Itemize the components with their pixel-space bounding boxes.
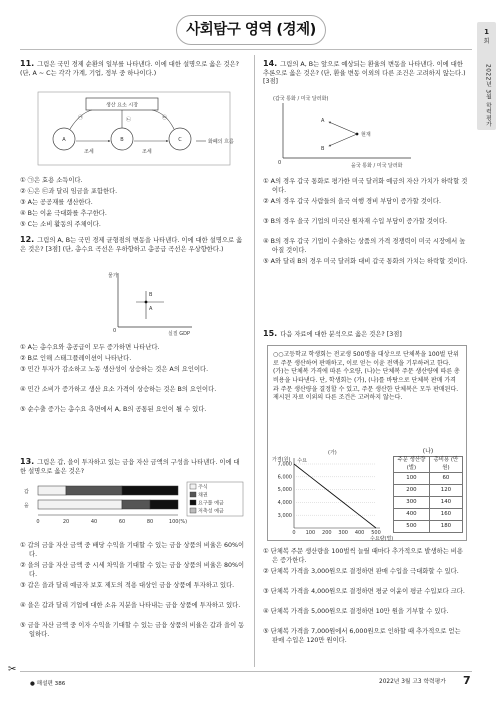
q15-box-text: ○○고등학교 학생회는 전교생 500명을 대상으로 단체복을 100벌 단위로 주문 생산하여 판매하고, 이로 얻는 이윤 전액을 기부하려고 한다. (가)는 단체복 가격에 따른 수요량, (나)는 단체복 주문 생산량에 따른 총비용을 나타낸다. 단, 학생회는 (가), (나)를 바탕으로 단체복 판매 가격과 주문 생산량을 결정할 수 있고, 주문 생산한 단체복은 모두 판매된다. 제시된 자료 이외의 다른 조건은 고려하지 않는다. (273, 351, 460, 402)
q12-origin: 0 (113, 328, 117, 334)
table-row (394, 497, 463, 509)
q13-legend-label: 요구불 예금 (198, 500, 224, 507)
table-row (394, 485, 463, 497)
q12-option-1[interactable]: ① A는 총수요와 총공급이 모두 증가하면 나타난다. (20, 344, 160, 351)
table-cell: 180 (429, 521, 462, 533)
footer-left-text: ● 해설편 386 (30, 681, 66, 687)
q12-option-2[interactable]: ② B로 인해 스태그플레이션이 나타난다. (20, 355, 132, 362)
q12-option-5[interactable]: ⑤ 순수출 증가는 총수요 측면에서 A, B의 공통된 요인이 될 수 있다. (20, 406, 207, 413)
table-cell: 300 (394, 497, 430, 509)
svg-text:㉡: ㉡ (126, 117, 132, 123)
q13-option-3[interactable]: ③ 갑은 을과 달리 예금자 보호 제도의 적용 대상인 금융 상품에 투자하고 있다. (20, 582, 235, 589)
q15-chart-xlabel: 수요량(벌) (370, 536, 394, 542)
side-tab-exam: 2022년 3월 학력평가 (484, 63, 491, 128)
q11-option-2[interactable]: ② ㉡은 ㉢과 달리 임금을 포함한다. (20, 188, 118, 195)
q14-option-5[interactable]: ⑤ A와 달리 B의 경우 미국 달러화 대비 갑국 통화의 가치는 하락할 것이다. (263, 258, 468, 265)
q15-y-tick: 4,000 (277, 500, 292, 506)
q13-tick-label: 20 (62, 519, 70, 525)
q11-node-a: A (62, 137, 66, 143)
q12-label-b: B (149, 292, 153, 298)
q15-table-label: (나) (422, 448, 434, 455)
q11-tax-label-1: 조세 (84, 149, 94, 155)
q12-number: 12. (20, 235, 35, 244)
q14-stem (263, 58, 468, 87)
q14-ylabel: (갑국 통화 / 미국 달러화) (273, 96, 329, 102)
q15-option-3[interactable]: ③ 단체복 가격을 4,000원으로 결정하면 평균 이윤이 평균 수입보다 크다. (263, 588, 465, 595)
q13-bar-segment (122, 486, 178, 495)
q13-option-4[interactable]: ④ 을은 갑과 달리 기업에 대한 소유 지분을 나타내는 금융 상품에 투자하고 있다. (20, 602, 241, 609)
q11-circular-flow-diagram (34, 91, 234, 167)
footer-rule (20, 671, 472, 672)
question-13 (20, 456, 245, 638)
table-row (394, 473, 463, 485)
q14-number: 14. (263, 59, 278, 68)
q12-stem (20, 234, 245, 254)
q14-xlabel: 을국 통화 / 미국 달러화 (351, 163, 403, 169)
q14-origin: 0 (278, 160, 282, 166)
q14-current-label: 현재 (361, 132, 371, 138)
q12-ylabel: 물가 (108, 273, 118, 279)
q13-legend-swatch (190, 492, 196, 497)
q14-label-b: B (321, 146, 325, 152)
q12-option-4[interactable]: ④ 민간 소비가 증가하고 생산 요소 가격이 상승하는 것은 B의 요인이다. (20, 386, 217, 393)
q13-tick-label: 100(%) (168, 519, 188, 525)
q15-option-4[interactable]: ④ 단체복 가격을 5,000원으로 결정하면 10만 원을 기부할 수 있다. (263, 608, 449, 615)
scissors-icon: ✂ (8, 664, 17, 675)
q11-node-b: B (120, 137, 124, 143)
q13-option-5[interactable]: ⑤ 금융 자산 금액 중 이자 수익을 기대할 수 있는 금융 상품의 비율은 갑과 을이 동일하다. (20, 622, 245, 638)
q13-tick-label: 40 (90, 519, 98, 525)
q15-demand-chart (272, 448, 394, 542)
q12-text: 그림의 A, B는 국민 경제 균형점의 변동을 나타낸다. 이에 대한 설명으로 옳은 것은? [3점] (단, 총수요 곡선은 우하향하고 총공급 곡선은 우상향한다.) (20, 237, 243, 253)
q15-x-tick: 300 (338, 530, 348, 536)
table-row (394, 509, 463, 521)
page-number: 7 (463, 674, 471, 687)
q14-option-1[interactable]: ① A의 경우 갑국 통화로 평가한 미국 달러화 예금의 자산 가치가 하락할 것이다. (263, 178, 468, 194)
q15-data-box (267, 345, 467, 541)
question-14 (263, 58, 468, 265)
q12-xlabel: 실질 GDP (168, 331, 190, 337)
page-title: 사회탐구 영역 (경제) (176, 15, 326, 45)
q11-option-4[interactable]: ④ B는 이윤 극대화를 추구한다. (20, 210, 107, 217)
q13-option-2[interactable]: ② 을의 금융 자산 금액 중 시세 차익을 기대할 수 있는 금융 상품의 비율은 80%이다. (20, 562, 245, 578)
q11-number: 11. (20, 59, 35, 68)
q15-option-2[interactable]: ② 단체복 가격을 3,000원으로 결정하면 판매 수입을 극대화할 수 있다. (263, 568, 459, 575)
q14-option-4[interactable]: ④ B의 경우 갑국 기업이 수출하는 상품의 가격 경쟁력이 미국 시장에서 높아질 것이다. (263, 238, 466, 254)
q11-text: 그림은 국민 경제 순환의 일부를 나타낸다. 이에 대한 설명으로 옳은 것은? (단, A ~ C는 각각 가계, 기업, 정부 중 하나이다.) (20, 61, 239, 77)
column-divider (254, 55, 255, 667)
table-cell: 140 (429, 497, 462, 509)
q11-tax-label-2: 조세 (142, 149, 152, 155)
table-header: 주문 생산량(벌) (394, 457, 430, 473)
q11-market-label: 생산 요소 시장 (105, 102, 139, 109)
q15-curve-label: 수요 (297, 458, 307, 464)
q15-y-tick: 5,000 (277, 487, 292, 494)
q15-cost-table-wrap (393, 448, 463, 533)
q12-label-a: A (149, 306, 153, 312)
table-cell: 200 (394, 485, 430, 497)
table-cell: 120 (429, 485, 462, 497)
q13-stacked-bar-chart (20, 482, 245, 536)
q15-demand-line (294, 464, 376, 528)
q13-bar-segment (122, 500, 150, 509)
question-11 (20, 58, 245, 228)
q13-stem (20, 456, 245, 476)
q13-legend-label: 채권 (198, 492, 208, 499)
q15-y-tick: 3,000 (277, 512, 292, 519)
table-row (394, 521, 463, 533)
table-cell: 60 (429, 473, 462, 485)
q12-option-3[interactable]: ③ 민간 투자가 감소하고 노동 생산성이 상승하는 것은 A의 요인이다. (20, 366, 209, 373)
q15-y-tick: 6,000 (277, 474, 292, 481)
q13-tick-label: 80 (146, 519, 154, 525)
q14-text: 그림의 A, B는 앞으로 예상되는 환율의 변동을 나타낸다. 이에 대한 추론으로 옳은 것은? (단, 환율 변동 이외의 다른 조건은 고려하지 않는다.) [3점] (263, 61, 466, 86)
q15-x-tick: 500 (371, 530, 381, 536)
table-header: 총비용 (만 원) (429, 457, 462, 473)
q14-exchange-rate-graph (271, 94, 421, 170)
table-cell: 100 (394, 473, 430, 485)
q13-legend-label: 주식 (198, 484, 208, 491)
q13-bar-segment (150, 500, 178, 509)
q13-row-label: 을 (24, 503, 29, 509)
q12-ad-as-graph (106, 269, 196, 339)
q13-number: 13. (20, 457, 35, 466)
q13-legend-swatch (190, 508, 196, 513)
q15-x-tick: 0 (292, 530, 296, 536)
q13-option-1[interactable]: ① 갑의 금융 자산 금액 중 배당 수익을 기대할 수 있는 금융 상품의 비율은 60%이다. (20, 542, 245, 558)
q11-stem (20, 58, 245, 78)
question-12 (20, 234, 245, 413)
question-15 (263, 328, 468, 644)
q15-text: 다음 자료에 대한 분석으로 옳은 것은? [3점] (280, 331, 402, 338)
q13-text: 그림은 갑, 을이 투자하고 있는 금융 자산 금액의 구성을 나타낸다. 이에 대한 설명으로 옳은 것은? (20, 459, 240, 475)
q14-option-3[interactable]: ③ B의 경우 을국 기업의 미국산 원자재 수입 부담이 증가할 것이다. (263, 218, 448, 225)
q15-chart-ylabel: 가격(원) (272, 457, 291, 463)
q13-row-label: 갑 (24, 489, 29, 495)
q13-bar-segment (38, 486, 66, 495)
q15-number: 15. (263, 329, 278, 338)
q13-tick-label: 60 (118, 519, 126, 525)
q15-x-tick: 200 (322, 530, 332, 536)
side-tab-unit: 회 (483, 37, 490, 45)
header-rule (20, 49, 472, 50)
q15-option-1[interactable]: ① 단체복 주문 생산량을 100벌씩 늘릴 때마다 추가적으로 발생하는 비용은 증가한다. (263, 548, 463, 564)
q13-bar-segment (38, 500, 122, 509)
q15-chart-label: (가) (328, 450, 337, 456)
q11-option-3[interactable]: ③ A는 공공재를 생산한다. (20, 199, 93, 206)
side-tab-page: 1 (484, 28, 489, 36)
table-cell: 400 (394, 509, 430, 521)
q13-bar-segment (66, 486, 122, 495)
table-cell: 500 (394, 521, 430, 533)
q14-label-a: A (321, 118, 325, 124)
q11-option-5[interactable]: ⑤ C는 소비 활동의 주체이다. (20, 221, 101, 228)
table-cell: 160 (429, 509, 462, 521)
footer-right-text: 2022년 3월 고3 학력평가 (379, 679, 446, 685)
q13-legend-swatch (190, 500, 196, 505)
q14-option-2[interactable]: ② A의 경우 갑국 사람들의 을국 여행 경비 부담이 증가할 것이다. (263, 198, 441, 205)
q13-legend-label: 저축성 예금 (198, 508, 224, 515)
q11-option-1[interactable]: ① ㉠은 효용 소득이다. (20, 177, 83, 184)
q15-y-tick: 7,000 (277, 461, 292, 468)
q15-option-5[interactable]: ⑤ 단체복 가격을 7,000원에서 6,000원으로 인하할 때 추가적으로 얻는 판매 수입은 120만 원이다. (263, 628, 461, 644)
svg-text:㉠: ㉠ (78, 115, 84, 121)
q11-legend: 화폐의 흐름 (208, 139, 234, 145)
q15-x-tick: 400 (354, 530, 365, 536)
q15-cost-table (393, 456, 463, 533)
q13-legend-swatch (190, 484, 196, 489)
q11-node-c: C (178, 137, 182, 143)
q13-tick-label: 0 (36, 519, 40, 525)
q15-stem (263, 328, 468, 340)
svg-text:㉢: ㉢ (162, 115, 168, 121)
q15-x-tick: 100 (305, 530, 316, 536)
side-tab (477, 22, 496, 130)
